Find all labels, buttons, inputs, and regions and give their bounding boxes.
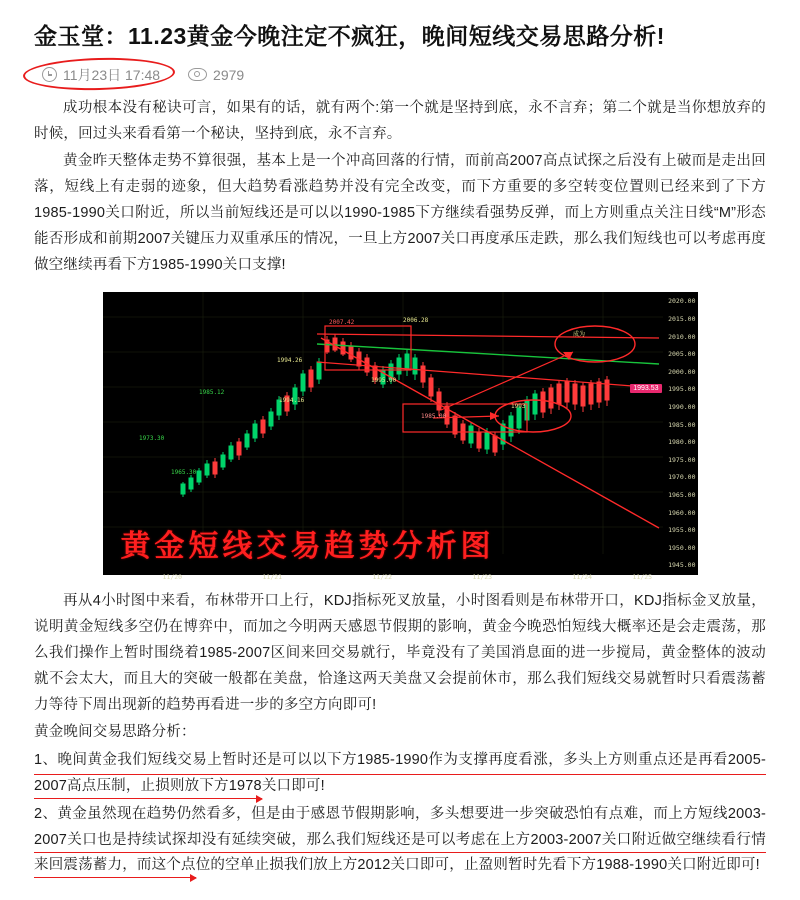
view-count-text: 2979 bbox=[213, 66, 245, 83]
time-tick: 11/23 bbox=[472, 573, 493, 582]
paragraph-1: 成功根本没有秘诀可言，如果有的话，就有两个:第一个就是坚持到底，永不言弃；第二个就是当你想放弃的时候，回过头来看看第一个秘诀，坚持到底，永不言弃。 bbox=[34, 99, 766, 142]
eye-icon bbox=[188, 68, 207, 81]
time-tick: 11/25 bbox=[632, 573, 653, 582]
price-tick: 2000.00 bbox=[668, 367, 696, 376]
view-count bbox=[188, 67, 244, 83]
time-tick: 11/24 bbox=[572, 573, 593, 582]
price-tick: 1955.00 bbox=[668, 526, 696, 535]
paragraph-6: 2、黄金虽然现在趋势仍然看多，但是由于感恩节假期影响，多头想要进一步突破恐怕有点难，而上方短线2003-2007关口也是持续试探却没有延续突破，那么我们短线还是可以考虑在上方2003-2007关口附近做空继续看行情来回震荡蓄力，而这个点位的空单止损我们放上方2012关口即可，止盈则暂时先看下方1988-1990关口附近即可! bbox=[34, 805, 766, 874]
underline-arrow-2 bbox=[34, 877, 196, 878]
publish-date bbox=[36, 63, 166, 87]
svg-text:1985.00: 1985.00 bbox=[420, 413, 446, 421]
svg-text:1965.30: 1965.30 bbox=[170, 469, 196, 477]
svg-text:2006.28: 2006.28 bbox=[402, 317, 428, 325]
time-tick: 11/20 bbox=[162, 573, 183, 582]
price-tick: 1945.00 bbox=[668, 561, 696, 570]
candlestick-chart bbox=[103, 292, 698, 582]
svg-text:1995.00: 1995.00 bbox=[370, 377, 396, 385]
price-tick: 1965.00 bbox=[668, 491, 696, 499]
price-tick: 1985.00 bbox=[668, 420, 696, 429]
underline-mark-2 bbox=[34, 852, 766, 853]
current-price-tag: 1993.53 bbox=[630, 384, 661, 393]
paragraph-4: 黄金晚间交易思路分析： bbox=[34, 724, 196, 741]
svg-text:1993: 1993 bbox=[510, 403, 525, 411]
paragraph-5: 1、晚间黄金我们短线交易上暂时还是可以以下方1985-1990作为支撑再度看涨，多头上方则重点还是再看2005-2007高点压制，止损则放下方1978关口即可! bbox=[34, 752, 766, 795]
underline-arrow-1 bbox=[34, 798, 262, 799]
clock-icon bbox=[42, 67, 57, 82]
price-tick: 2020.00 bbox=[668, 297, 696, 306]
svg-text:2007.42: 2007.42 bbox=[328, 319, 354, 327]
chart-figure bbox=[103, 292, 698, 582]
price-tick: 1960.00 bbox=[668, 508, 696, 517]
underline-mark-1 bbox=[34, 774, 766, 775]
price-tick: 1950.00 bbox=[668, 543, 696, 552]
svg-text:1973.30: 1973.30 bbox=[138, 435, 164, 443]
paragraph-2: 黄金昨天整体走势不算很强，基本上是一个冲高回落的行情，而前高2007高点试探之后没有上破而是走出回落，短线上有走弱的迹象，但大趋势看涨趋势并没有完全改变，而下方重要的多空转变位置则已经来到了下方1985-1990关口附近，所以当前短线还是可以以1990-1985下方继续看强势反弹，而上方则重点关注日线“M”形态能否形成和前期2007关键压力双重承压的情况，一旦上方2007关口再度承压走跌，那么我们短线也可以考虑再度做空继续再看下方1985-1990关口支撑! bbox=[34, 153, 766, 273]
price-tick: 1975.00 bbox=[668, 455, 696, 464]
price-tick: 1970.00 bbox=[668, 473, 696, 482]
chart-watermark: 黄金短线交易趋势分析图 bbox=[120, 529, 495, 565]
price-tick: 2015.00 bbox=[668, 315, 696, 324]
publish-date-text: 11月23日 17:48 bbox=[63, 66, 161, 83]
price-tick: 1980.00 bbox=[668, 438, 696, 447]
paragraph-3: 再从4小时图中来看，布林带开口上行，KDJ指标死叉放量，小时图看则是布林带开口，KDJ指标金叉放量，说明黄金短线多空仍在博弈中，而加之今明两天感恩节假期的影响，黄金今晚恐怕短线大概率还是会走震荡，那么我们操作上暂时围绕着1985-2007区间来回交易就行，毕竟没有了美国消息面的进一步搅局，黄金整体的波动就不会太大，而且大的突破一般都在美盘，恰逢这两天美盘又会提前休市，那么我们短线交易就暂时只看震荡蓄力等待下周出现新的趋势再看进一步的多空方向即可! bbox=[34, 593, 766, 713]
svg-text:1994.26: 1994.26 bbox=[276, 357, 302, 365]
svg-text:1985.12: 1985.12 bbox=[198, 389, 224, 397]
price-tick: 1995.00 bbox=[668, 385, 696, 394]
page-title: 金玉堂：11.23黄金今晚注定不疯狂，晚间短线交易思路分析! bbox=[34, 23, 665, 49]
time-tick: 11/21 bbox=[262, 573, 283, 582]
article-meta bbox=[36, 62, 766, 88]
price-tick: 2010.00 bbox=[668, 332, 696, 341]
svg-text:成为: 成为 bbox=[572, 331, 585, 339]
price-tick: 2005.00 bbox=[668, 350, 696, 359]
price-tick: 1990.00 bbox=[668, 403, 696, 412]
point-1-wrapper bbox=[34, 748, 766, 800]
price-axis bbox=[662, 298, 696, 580]
svg-text:1994.16: 1994.16 bbox=[278, 397, 304, 405]
point-2-wrapper bbox=[34, 802, 766, 879]
time-tick: 11/22 bbox=[372, 573, 393, 582]
